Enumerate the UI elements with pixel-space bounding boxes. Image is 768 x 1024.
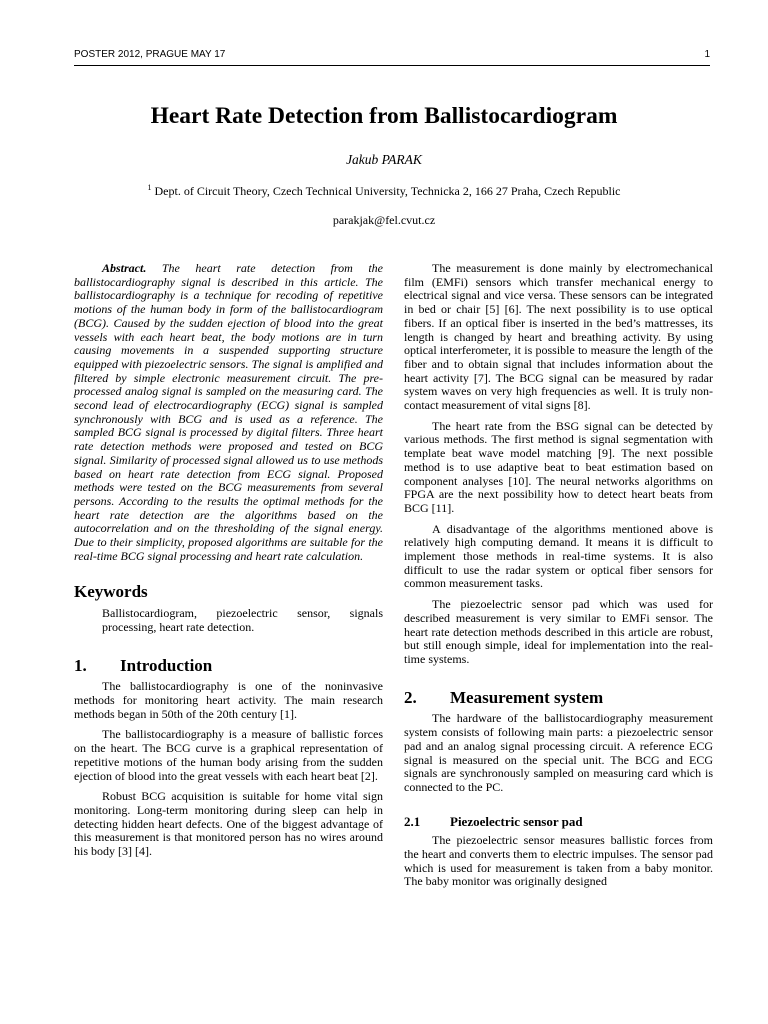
intro-paragraph: Robust BCG acquisition is suitable for home vital sign monitoring. Long-term monitoring during sleep can help in detecting hidden heart defects. One of the biggest advantage of this measurement is that monitored person has no wires around his body [3] [4]. xyxy=(74,789,383,859)
conference-header: POSTER 2012, PRAGUE MAY 17 xyxy=(74,49,226,60)
body-paragraph: The piezoelectric sensor pad which was used for described measurement is very similar to EMFi sensor. The heart rate detection methods described in this article are robust, but still enough simple, ideal for implementation into the real-time systems. xyxy=(404,597,713,666)
section-measurement-heading xyxy=(404,687,713,707)
running-header xyxy=(74,47,710,63)
header-rule xyxy=(74,65,710,66)
subsection-number: 2.1 xyxy=(404,813,421,829)
section-number: 1. xyxy=(74,655,87,675)
body-paragraph: A disadvantage of the algorithms mentioned above is relatively high computing demand. It means it is difficult to implement those methods in real-time systems. It is also difficult to use the radar system or optical fiber sensors for common measurement tasks. xyxy=(404,521,713,591)
paper-title: Heart Rate Detection from Ballistocardiogram xyxy=(150,103,618,129)
body-paragraph: The measurement is done mainly by electromechanical film (EMFi) sensors which transfer mechanical energy to electrical signal and vice versa. These sensors can be integrated in bed or chair [5] [6]. The next possibility is to use optical fibers. If an optical fiber is inserted in the bed’s mattresses, its length is changed by heart and breathing activity. By using optical interferometer, it is possible to measure the length of the fiber and to obtain signal that includes information about the heart activity [7]. The BCG signal can be measured by radar system waves on very high frequencies as well. It is truly non-contact measurement of vital signs [8]. xyxy=(404,261,713,413)
section-number: 2. xyxy=(404,687,417,707)
right-column xyxy=(404,262,713,896)
left-column xyxy=(74,262,383,866)
subsection-title: Piezoelectric sensor pad xyxy=(450,813,583,829)
section-paragraph: The hardware of the ballistocardiography measurement system consists of following main parts: a piezoelectric sensor pad and an analog signal processing circuit. A reference ECG signal is measured on the special unit. The BCG and ECG signals are synchronously sampled on measuring card which is connected to the PC. xyxy=(404,711,713,794)
affiliation xyxy=(0,183,768,199)
abstract-label: Abstract. xyxy=(102,261,147,275)
section-title: Measurement system xyxy=(450,687,604,707)
intro-paragraph: The ballistocardiography is a measure of ballistic forces on the heart. The BCG curve is a graphical representation of repetitive motions of the human body arising from the sudden ejection of blood into the great vessels with each heart beat [2]. xyxy=(74,727,383,783)
abstract-text: The heart rate detection from the ballistocardiography signal is described in this article. The ballistocardiography is a technique for recoding of repetitive motions of the human body in form of the ballistocardiogram (BCG). Caused by the sudden ejection of blood into the great vessels with each heart beat, the body motions are in turn causing movements in a suspended supporting structure equipped with piezoelectric sensors. The signal is amplified and filtered by simple electronic measurement circuit. The pre-processed analog signal is sampled on the measuring card. The second lead of electrocardiography (ECG) signal is sampled synchronously with BCG and is used as a reference. The sampled BCG signal is processed by digital filters. Three heart rate detection methods were proposed and tested on BCG signal. Similarity of processed signal allowed us to use methods based on heart rate detection from ECG signal. Proposed methods were tested on the BCG measurements from several persons. According to the results the optimal methods for the heart rate detection are the algorithms based on the autocorrelation and on the thresholding of the signal energy. Due to their simplicity, proposed algorithms are suitable for the real-time BCG signal processing and heart rate calculation. xyxy=(74,261,383,563)
affiliation-mark: 1 xyxy=(147,183,152,192)
subsection-sensor-pad-heading xyxy=(404,815,713,829)
subsection-paragraph: The piezoelectric sensor measures ballistic forces from the heart and converts them to electric impulses. The sensor pad which is used for measurement is taken from a baby monitor. The baby monitor was originally designed xyxy=(404,833,713,889)
author-email: parakjak@fel.cvut.cz xyxy=(332,213,436,227)
keywords-text: Ballistocardiogram, piezoelectric sensor, signals processing, heart rate detection. xyxy=(102,606,383,634)
abstract xyxy=(74,262,383,563)
section-introduction-heading xyxy=(74,655,383,675)
page-number: 1 xyxy=(704,49,710,60)
paper-author: Jakub PARAK xyxy=(346,152,422,167)
keywords-heading: Keywords xyxy=(74,582,148,602)
intro-paragraph: The ballistocardiography is one of the noninvasive methods for monitoring heart activity. The main research methods began in 50th of the 20th century [1]. xyxy=(74,679,383,721)
body-paragraph: The heart rate from the BSG signal can be detected by various methods. The first method is signal segmentation with template beat wave model matching [9]. The next possible method is to use adaptive beat to beat estimation based on component analyses [10]. The neural networks algorithms on FPGA are the next possibility how to detect heart beats from BCG [11]. xyxy=(404,418,713,515)
affiliation-text: Dept. of Circuit Theory, Czech Technical University, Technicka 2, 166 27 Praha, Czech Republic xyxy=(151,184,621,198)
section-title: Introduction xyxy=(120,655,213,675)
